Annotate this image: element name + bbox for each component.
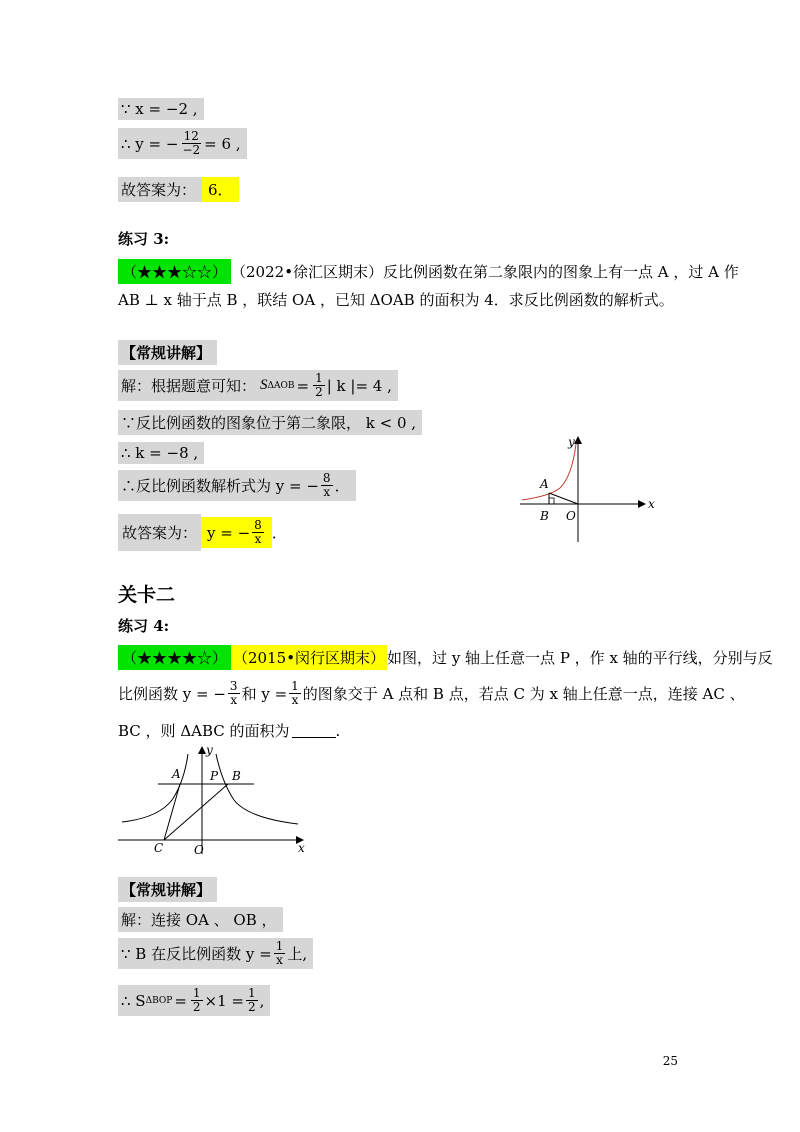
fig1-B-label: B: [540, 509, 549, 523]
exercise-3-step1: 解：根据题意可知： S ΔAOB = $\frac{1}{2}$ | k |= 4 ,: [118, 370, 398, 401]
solution-heading: 【常规讲解】: [118, 340, 217, 365]
exercise-3-question-line1: （★★★☆☆） （2022•徐汇区期末）反比例函数在第二象限内的图象上有一点 A ，过 A 作: [118, 259, 739, 284]
fig1-A-label: A: [540, 477, 549, 491]
exercise-4-question-line2: 比例函数 y = − $\frac{3}{x}$ 和 y = $\frac{1}{x}$ 的图象交于 A 点和 B 点，若点 C 为 x 轴上任意一点，连接 AC 、: [118, 679, 745, 707]
solution-heading: 【常规讲解】: [118, 877, 217, 902]
exercise-3-question-line2: AB ⊥ x 轴于点 B ，联结 OA ，已知 ΔOAB 的面积为 4．求反比例函数的解析式。: [118, 291, 674, 309]
answer-blank: [292, 723, 336, 738]
exercise-4-step1: 解：连接 OA 、 OB ，: [118, 907, 283, 932]
exercise-4-step3: ∴ S ΔBOP = $\frac{1}{2}$ ×1 = $\frac{1}{2}$ ,: [118, 985, 270, 1016]
answer-line: 故答案为： 6．: [118, 177, 239, 202]
fig1-y-label: y: [568, 435, 575, 449]
figure-hyperbola-second-quadrant: [510, 430, 660, 545]
difficulty-stars: （★★★☆☆）: [118, 259, 231, 284]
fig2-x-label: x: [298, 841, 305, 855]
exercise-4-question-line3: BC ，则 ΔABC 的面积为 .: [118, 721, 341, 740]
exercise-4-title: 练习 4:: [118, 617, 170, 635]
exercise-3-step2: ∵反比例函数的图象位于第二象限， k < 0 ,: [118, 410, 422, 435]
fig2-y-label: y: [206, 743, 213, 757]
fraction: $\frac{12}{-2}$: [182, 129, 201, 157]
fig2-O-label: O: [194, 843, 204, 857]
difficulty-stars: （★★★★☆）: [118, 645, 231, 670]
exercise-4-question-line1: （★★★★☆） （2015•闵行区期末） 如图，过 y 轴上任意一点 P ，作 x 轴的平行线，分别与反: [118, 645, 773, 670]
fig2-C-label: C: [154, 841, 164, 855]
fig1-O-label: O: [566, 509, 576, 523]
exercise-3-step3: ∴ k = −8 ,: [118, 442, 204, 464]
exercise-4-step2: ∵ B 在反比例函数 y = $\frac{1}{x}$ 上,: [118, 938, 313, 969]
exercise-3-title: 练习 3:: [118, 230, 170, 248]
figure-two-hyperbolas: [118, 742, 318, 857]
exercise-3-answer: 故答案为： y = − $\frac{8}{x}$ ．: [118, 514, 287, 551]
section-title: 关卡二: [118, 584, 176, 606]
page-number: 25: [662, 1054, 678, 1068]
fig2-P-label: P: [210, 769, 219, 783]
exercise-3-step4: ∴反比例函数解析式为 y = − $\frac{8}{x}$ ．: [118, 470, 356, 501]
fig2-B-label: B: [232, 769, 241, 783]
solution-line-y: ∴ y = − $\frac{12}{-2}$ = 6 ,: [118, 128, 247, 159]
fig2-A-label: A: [172, 767, 181, 781]
fig1-x-label: x: [648, 497, 655, 511]
solution-line-x: ∵ x = −2 ,: [118, 98, 204, 120]
